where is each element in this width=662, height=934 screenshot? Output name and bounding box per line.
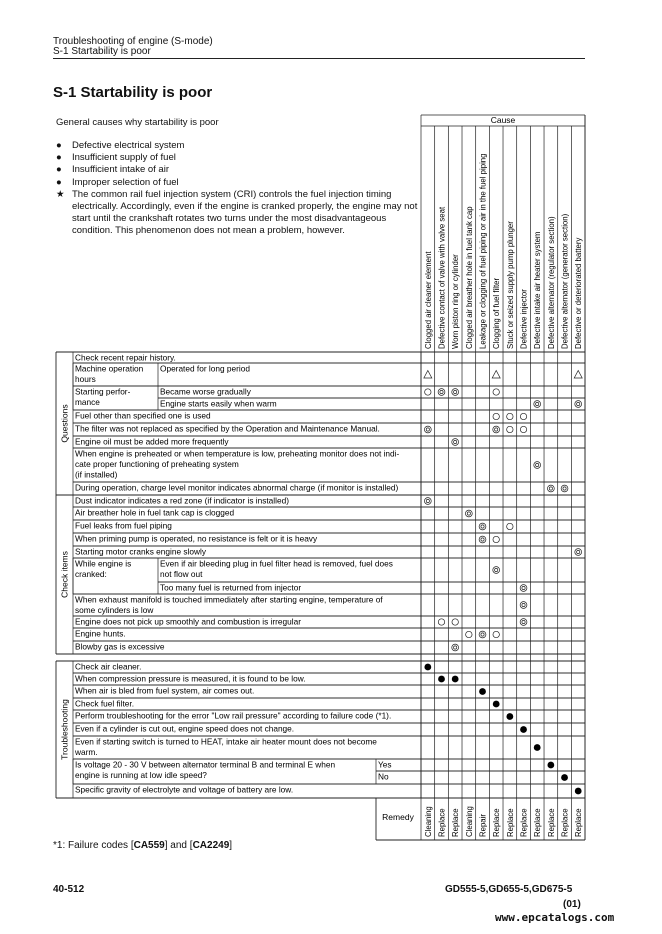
running-header-section: S-1 Startability is poor [53, 46, 151, 57]
filled-circle-mark-icon [452, 676, 459, 683]
row-condition-line: The filter was not replaced as specified by the Operation and Maintenance Manual. [75, 423, 380, 434]
row-condition-text [75, 547, 207, 557]
row-condition-line: Even if starting switch is turned to HEAT, intake air heater mount does not become [75, 736, 377, 747]
row-condition-text [160, 559, 393, 579]
filled-circle-mark-icon [575, 788, 582, 795]
remedy-value: Replace [492, 808, 502, 837]
double-circle-inner-icon [495, 428, 498, 431]
row-condition-text [75, 387, 131, 407]
remedy-label: Remedy [382, 812, 414, 822]
double-circle-inner-icon [454, 390, 457, 393]
double-circle-mark-icon [493, 567, 500, 574]
row-condition-line: While engine is [75, 558, 132, 569]
row-condition-text [75, 449, 399, 480]
circle-mark-icon [507, 426, 513, 432]
row-condition-text [75, 411, 211, 421]
filled-circle-mark-icon [534, 744, 541, 751]
double-circle-mark-icon [452, 644, 459, 651]
triangle-mark-icon [574, 371, 582, 379]
triangle-mark-icon [424, 371, 432, 379]
row-condition-line: Check air cleaner. [75, 661, 142, 672]
remedy-value: Replace [519, 808, 529, 837]
double-circle-inner-icon [522, 620, 525, 623]
row-condition-text [160, 364, 250, 374]
row-condition-text [75, 724, 294, 734]
cause-header-label: Cause [490, 115, 516, 125]
double-circle-mark-icon [520, 619, 527, 626]
circle-mark-icon [438, 619, 444, 625]
row-condition-text [75, 424, 380, 434]
row-condition-text [75, 699, 134, 709]
row-condition-line: Fuel leaks from fuel piping [75, 520, 172, 531]
row-condition-line: warm. [75, 747, 98, 757]
double-circle-inner-icon [426, 499, 429, 502]
row-condition-line: Even if a cylinder is cut out, engine speed does not change. [75, 723, 295, 734]
double-circle-inner-icon [440, 390, 443, 393]
general-cause-text: Insufficient intake of air [72, 164, 169, 176]
double-circle-inner-icon [536, 463, 539, 466]
general-cause-text: Defective electrical system [72, 140, 185, 151]
row-condition-text [75, 662, 141, 672]
row-condition-text [75, 617, 301, 627]
row-condition-line: Dust indicator indicates a red zone (if indicator is installed) [75, 495, 289, 506]
cause-label: Defective or deteriorated battery [574, 237, 584, 349]
row-condition-line: Check recent repair history. [75, 352, 176, 363]
row-condition-text [75, 559, 131, 579]
row-condition-text [378, 760, 392, 770]
bullet-icon: ● [56, 164, 62, 176]
double-circle-mark-icon [520, 602, 527, 609]
footnote-prefix: *1: Failure codes [ [53, 840, 134, 851]
double-circle-inner-icon [549, 487, 552, 490]
double-circle-mark-icon [465, 510, 472, 517]
double-circle-mark-icon [479, 536, 486, 543]
circle-mark-icon [520, 413, 526, 419]
circle-mark-icon [507, 523, 513, 529]
row-condition-text [75, 785, 293, 795]
remedy-value: Replace [574, 808, 584, 837]
double-circle-inner-icon [495, 568, 498, 571]
cause-label: Stuck or seized supply pump plunger [505, 221, 515, 349]
row-condition-line: Is voltage 20 - 30 V between alternator terminal B and terminal E when [75, 759, 336, 770]
double-circle-mark-icon [534, 401, 541, 408]
row-condition-text [75, 353, 176, 363]
double-circle-mark-icon [452, 439, 459, 446]
circle-mark-icon [507, 413, 513, 419]
row-condition-text [74, 737, 377, 757]
cause-label: Clogged air breather hole in fuel tank cap [464, 206, 474, 349]
running-header-chapter: Troubleshooting of engine (S-mode) [53, 36, 213, 47]
double-circle-mark-icon [452, 389, 459, 396]
row-condition-line: When engine is preheated or when temperature is low, preheating monitor does not indi- [75, 448, 400, 459]
row-condition-text [75, 437, 229, 447]
double-circle-mark-icon [424, 426, 431, 433]
row-condition-text [160, 583, 301, 593]
filled-circle-mark-icon [438, 676, 445, 683]
filled-circle-mark-icon [547, 762, 554, 769]
double-circle-mark-icon [479, 631, 486, 638]
double-circle-inner-icon [481, 525, 484, 528]
double-circle-inner-icon [536, 402, 539, 405]
filled-circle-mark-icon [506, 713, 513, 720]
row-condition-line: When compression pressure is measured, it is found to be low. [75, 673, 306, 684]
circle-mark-icon [493, 389, 499, 395]
cause-label: Defective alternator (generator section) [560, 213, 570, 349]
filled-circle-mark-icon [479, 688, 486, 695]
row-condition-line: Operated for long period [160, 363, 250, 374]
double-circle-mark-icon [534, 462, 541, 469]
model-number: GD555-5,GD655-5,GD675-5 [445, 884, 573, 895]
row-condition-text [75, 483, 399, 493]
row-condition-line: Engine hunts. [75, 628, 126, 639]
circle-mark-icon [520, 426, 526, 432]
double-circle-mark-icon [561, 485, 568, 492]
double-circle-inner-icon [577, 402, 580, 405]
row-condition-text [75, 760, 335, 780]
row-condition-line: Air breather hole in fuel tank cap is clogged [75, 507, 235, 518]
row-condition-line: hours [75, 374, 96, 384]
footnote [53, 840, 232, 851]
double-circle-inner-icon [454, 440, 457, 443]
bullet-icon: ● [56, 176, 62, 188]
double-circle-inner-icon [481, 538, 484, 541]
circle-mark-icon [493, 536, 499, 542]
row-condition-line: some cylinders is low [75, 605, 154, 615]
row-condition-line: cate proper functioning of preheating system [75, 459, 239, 469]
row-condition-line: Yes [378, 759, 392, 770]
bullet-icon: ● [56, 140, 62, 151]
row-condition-line: Even if air bleeding plug in fuel filter head is removed, fuel does [160, 558, 393, 569]
row-condition-line: Starting motor cranks engine slowly [75, 546, 206, 557]
double-circle-mark-icon [493, 426, 500, 433]
double-circle-inner-icon [426, 428, 429, 431]
double-circle-mark-icon [575, 401, 582, 408]
row-condition-text [75, 496, 289, 506]
row-condition-line: Engine oil must be added more frequently [75, 436, 229, 447]
row-condition-line: When exhaust manifold is touched immediately after starting engine, temperature of [75, 594, 383, 605]
row-condition-line: Engine starts easily when warm [160, 398, 277, 409]
footnote-mid: ] and [ [164, 840, 193, 851]
cause-label: Worn piston ring or cylinder [451, 254, 461, 349]
row-condition-line: Too many fuel is returned from injector [160, 582, 302, 593]
row-condition-line: When air is bled from fuel system, air comes out. [75, 685, 255, 696]
section-label: Troubleshooting [59, 699, 70, 760]
row-condition-line: Became worse gradually [160, 386, 251, 397]
double-circle-inner-icon [454, 646, 457, 649]
row-condition-line: (if installed) [75, 469, 118, 480]
remedy-value: Replace [505, 808, 515, 837]
row-condition-line: Perform troubleshooting for the error "Low rail pressure" according to failure code (*1). [75, 710, 392, 721]
remedy-value: Replace [451, 808, 461, 837]
row-condition-text [75, 521, 172, 531]
general-causes-heading: General causes why startability is poor [56, 117, 219, 128]
row-condition-text [75, 508, 235, 518]
revision: (01) [563, 899, 581, 910]
row-condition-line: mance [75, 397, 100, 407]
double-circle-mark-icon [575, 549, 582, 556]
star-icon: ★ [56, 188, 65, 200]
row-condition-line: Specific gravity of electrolyte and voltage of battery are low. [75, 784, 294, 795]
row-condition-text [75, 629, 126, 639]
double-circle-inner-icon [522, 586, 525, 589]
double-circle-mark-icon [520, 585, 527, 592]
row-condition-text [75, 711, 391, 721]
double-circle-inner-icon [481, 633, 484, 636]
general-cause-text: The common rail fuel injection system (CRI) controls the fuel injection timing electrically. Accordingly, even if the engine is cranked properly, the engine may not start until the crankshaft rotates two turns under the most disadvantageous condition. This phenomenon does not mean a problem, however. [72, 188, 418, 237]
row-condition-text [378, 772, 389, 782]
row-condition-line: Check fuel filter. [75, 698, 135, 709]
filled-circle-mark-icon [493, 701, 500, 708]
section-label: Check items [59, 551, 70, 598]
row-condition-line: During operation, charge level monitor indicates abnormal charge (if monitor is installed) [75, 482, 399, 493]
page-title: S-1 Startability is poor [53, 84, 213, 101]
double-circle-mark-icon [547, 485, 554, 492]
footnote-suffix: ] [229, 840, 233, 851]
row-condition-line: Fuel other than specified one is used [75, 410, 211, 421]
circle-mark-icon [452, 619, 458, 625]
cause-label: Defective alternator (regulator section) [546, 216, 556, 349]
row-condition-line: not flow out [160, 569, 203, 579]
circle-mark-icon [493, 413, 499, 419]
filled-circle-mark-icon [561, 774, 568, 781]
triangle-mark-icon [492, 371, 500, 379]
double-circle-inner-icon [522, 603, 525, 606]
cause-label: Leakage or clogging of fuel piping or air in the fuel piping [478, 153, 488, 349]
remedy-value: Cleaning [423, 806, 433, 837]
row-condition-line: Starting perfor- [75, 386, 131, 397]
circle-mark-icon [493, 631, 499, 637]
row-condition-line: cranked: [75, 569, 107, 579]
row-condition-line: When priming pump is operated, no resistance is felt or it is heavy [75, 533, 318, 544]
double-circle-inner-icon [467, 512, 470, 515]
remedy-value: Replace [560, 808, 570, 837]
failure-code-2: CA2249 [192, 840, 230, 851]
row-condition-text [75, 595, 383, 615]
row-condition-text [160, 399, 277, 409]
filled-circle-mark-icon [520, 726, 527, 733]
bullet-icon: ● [56, 152, 62, 164]
cause-label: Defective intake air heater system [533, 231, 543, 349]
remedy-value: Repair [478, 814, 488, 837]
double-circle-inner-icon [577, 550, 580, 553]
row-condition-text [75, 534, 318, 544]
remedy-value: Replace [546, 808, 556, 837]
double-circle-mark-icon [479, 523, 486, 530]
double-circle-inner-icon [563, 487, 566, 490]
remedy-value: Replace [437, 808, 447, 837]
general-cause-text: Insufficient supply of fuel [72, 152, 176, 164]
cause-label: Defective injector [519, 289, 529, 349]
circle-mark-icon [425, 389, 431, 395]
general-cause-text: Improper selection of fuel [72, 176, 179, 188]
row-condition-text [75, 686, 254, 696]
filled-circle-mark-icon [424, 664, 431, 671]
row-condition-text [75, 674, 306, 684]
cause-label: Clogged air cleaner element [423, 251, 433, 349]
double-circle-mark-icon [424, 498, 431, 505]
row-condition-text [160, 387, 252, 397]
website-watermark: www.epcatalogs.com [495, 911, 615, 924]
row-condition-line: engine is running at low idle speed? [75, 770, 207, 780]
row-condition-line: No [378, 771, 389, 782]
cause-label: Clogging of fuel filter [492, 277, 502, 349]
section-label: Questions [59, 404, 70, 443]
circle-mark-icon [466, 631, 472, 637]
cause-label: Defective contact of valve with valve seat [437, 206, 447, 349]
row-condition-line: Engine does not pick up smoothly and combustion is irregular [75, 616, 301, 627]
double-circle-mark-icon [438, 389, 445, 396]
row-condition-text [75, 642, 165, 652]
row-condition-line: Blowby gas is excessive [75, 641, 165, 652]
remedy-value: Cleaning [464, 806, 474, 837]
remedy-value: Replace [533, 808, 543, 837]
failure-code-1: CA559 [133, 840, 165, 851]
row-condition-text [75, 364, 144, 384]
row-condition-line: Machine operation [75, 363, 144, 374]
page-number: 40-512 [53, 884, 85, 895]
